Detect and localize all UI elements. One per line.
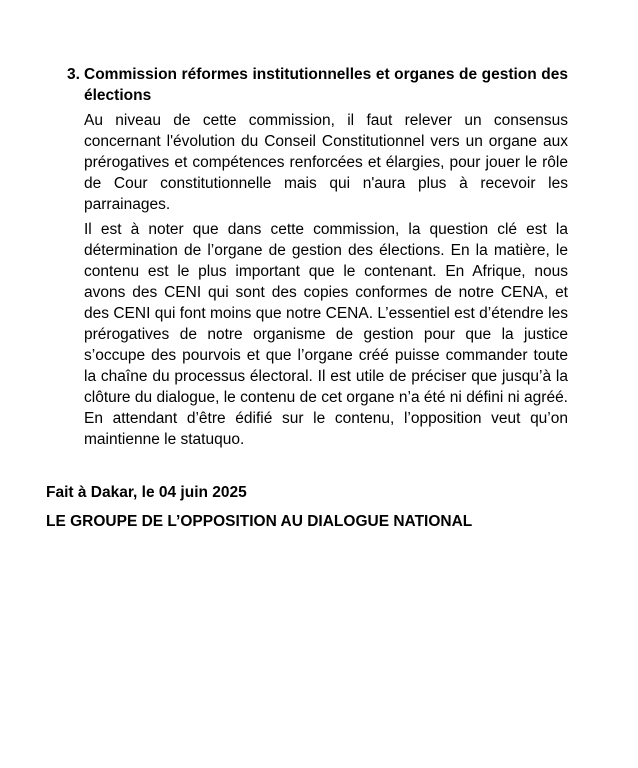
section-3-block bbox=[67, 64, 568, 450]
closing-block bbox=[46, 482, 472, 532]
paragraph-conseil-constitutionnel: Au niveau de cette commission, il faut relever un consensus concernant l'évolution du Conseil Constitutionnel vers un organe aux prérogatives et compétences renforcées et élargies, pour jouer le rôle de Cour constitutionnelle mais qui n'aura plus à recevoir les parrainages. bbox=[84, 112, 568, 213]
paragraph-organe-gestion-elections: Il est à noter que dans cette commission, la question clé est la détermination de l’organe de gestion des élections. En la matière, le contenu est le plus important que le contenant. En Afrique, nous avons des CENI qui sont des copies conformes de notre CENA, et des CENI qui font moins que notre CENA. L’essentiel est d’étendre les prérogatives de notre organisme de gestion pour que la justice s’occupe des pourvois et que l’organe créé puisse commander toute la chaîne du processus électoral. Il est utile de préciser que jusqu’à la clôture du dialogue, le contenu de cet organe n’a été ni défini ni agréé. En attendant d’être édifié sur le contenu, l’opposition veut qu’on maintienne le statuquo. bbox=[84, 221, 568, 448]
signatory-line: LE GROUPE DE L’OPPOSITION AU DIALOGUE NATIONAL bbox=[46, 513, 473, 530]
section-heading: Commission réformes institutionnelles et organes de gestion des élections bbox=[84, 66, 568, 104]
section-heading-row bbox=[67, 64, 568, 106]
place-date-line: Fait à Dakar, le 04 juin 2025 bbox=[46, 484, 247, 501]
section-number: 3. bbox=[67, 66, 80, 83]
